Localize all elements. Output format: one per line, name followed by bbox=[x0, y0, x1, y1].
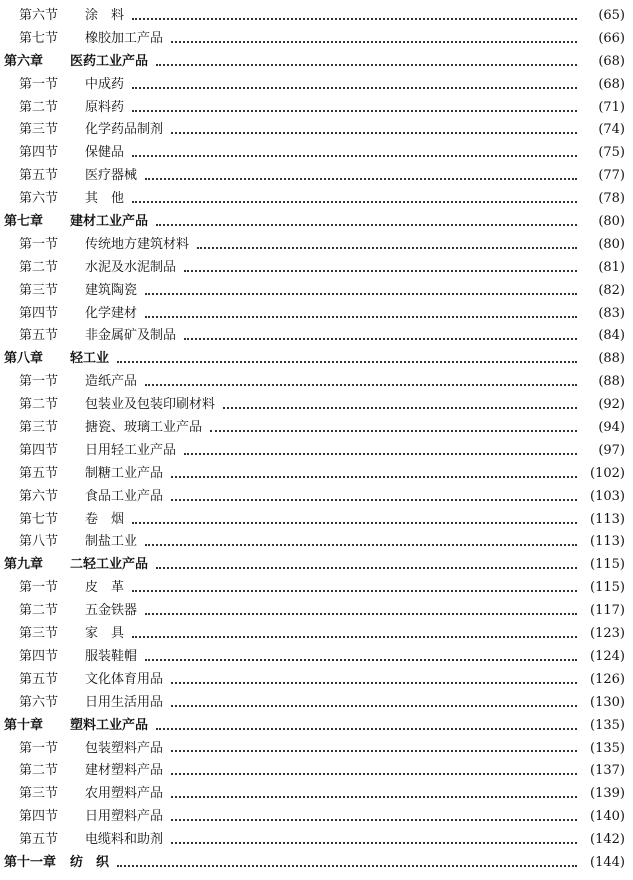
chapter-number: 第七章 bbox=[4, 214, 44, 230]
toc-chapter-row bbox=[0, 852, 633, 875]
section-number: 第二节 bbox=[19, 397, 59, 413]
page-number: (135) bbox=[590, 717, 625, 733]
toc-chapter-row bbox=[0, 348, 633, 371]
toc-section-row bbox=[0, 142, 633, 165]
section-number: 第五节 bbox=[19, 328, 59, 344]
chapter-number: 第八章 bbox=[4, 351, 44, 367]
dot-leader bbox=[132, 521, 577, 524]
toc-section-row bbox=[0, 28, 633, 51]
section-title: 橡胶加工产品 bbox=[85, 30, 164, 46]
section-number: 第五节 bbox=[19, 465, 59, 481]
chapter-title: 建材工业产品 bbox=[70, 214, 149, 230]
page-number: (102) bbox=[590, 465, 625, 481]
toc-section-row bbox=[0, 325, 633, 348]
section-number: 第二节 bbox=[19, 603, 59, 619]
toc-section-row bbox=[0, 394, 633, 417]
toc-section-row bbox=[0, 692, 633, 715]
section-title: 电缆料和助剂 bbox=[85, 832, 164, 848]
section-number: 第二节 bbox=[19, 99, 59, 115]
page-number: (142) bbox=[590, 832, 625, 848]
section-title: 原料药 bbox=[85, 99, 125, 115]
page-number: (94) bbox=[598, 420, 625, 436]
dot-leader bbox=[145, 292, 577, 295]
section-title: 制盐工业 bbox=[85, 534, 138, 550]
toc-section-row bbox=[0, 760, 633, 783]
page-number: (80) bbox=[598, 214, 625, 230]
section-title: 文化体育用品 bbox=[85, 671, 164, 687]
page-number: (97) bbox=[598, 442, 625, 458]
section-title: 其 他 bbox=[85, 191, 125, 207]
section-title: 建材塑料产品 bbox=[85, 763, 164, 779]
section-number: 第三节 bbox=[19, 626, 59, 642]
dot-leader bbox=[171, 475, 577, 478]
toc-section-row bbox=[0, 371, 633, 394]
dot-leader bbox=[117, 360, 577, 363]
toc-section-row bbox=[0, 669, 633, 692]
section-number: 第一节 bbox=[19, 580, 59, 596]
section-number: 第一节 bbox=[19, 374, 59, 390]
dot-leader bbox=[132, 589, 577, 592]
page-number: (75) bbox=[598, 145, 625, 161]
section-title: 医疗器械 bbox=[85, 168, 138, 184]
dot-leader bbox=[223, 406, 577, 409]
toc-chapter-row bbox=[0, 554, 633, 577]
chapter-title: 塑料工业产品 bbox=[70, 717, 149, 733]
page-number: (88) bbox=[598, 351, 625, 367]
toc-section-row bbox=[0, 74, 633, 97]
toc-section-row bbox=[0, 463, 633, 486]
section-number: 第二节 bbox=[19, 259, 59, 275]
section-number: 第四节 bbox=[19, 442, 59, 458]
page-number: (130) bbox=[590, 694, 625, 710]
section-number: 第八节 bbox=[19, 534, 59, 550]
chapter-number: 第六章 bbox=[4, 53, 44, 69]
section-title: 日用塑料产品 bbox=[85, 809, 164, 825]
page-number: (113) bbox=[590, 511, 625, 527]
page-number: (137) bbox=[590, 763, 625, 779]
dot-leader bbox=[145, 612, 577, 615]
page-number: (80) bbox=[598, 236, 625, 252]
page-number: (88) bbox=[598, 374, 625, 390]
section-title: 服装鞋帽 bbox=[85, 648, 138, 664]
section-number: 第四节 bbox=[19, 809, 59, 825]
toc-section-row bbox=[0, 257, 633, 280]
section-title: 造纸产品 bbox=[85, 374, 138, 390]
section-title: 保健品 bbox=[85, 145, 125, 161]
toc-section-row bbox=[0, 646, 633, 669]
section-title: 搪瓷、玻璃工业产品 bbox=[85, 420, 203, 436]
section-title: 中成药 bbox=[85, 76, 125, 92]
section-number: 第一节 bbox=[19, 76, 59, 92]
dot-leader bbox=[197, 246, 577, 249]
toc-section-row bbox=[0, 119, 633, 142]
dot-leader bbox=[171, 40, 577, 43]
section-number: 第五节 bbox=[19, 168, 59, 184]
section-title: 皮 革 bbox=[85, 580, 125, 596]
section-number: 第六节 bbox=[19, 8, 59, 23]
section-title: 建筑陶瓷 bbox=[85, 282, 138, 298]
chapter-number: 第十一章 bbox=[4, 854, 57, 870]
section-title: 水泥及水泥制品 bbox=[85, 259, 177, 275]
dot-leader bbox=[171, 841, 577, 844]
toc-section-row bbox=[0, 806, 633, 829]
dot-leader bbox=[145, 177, 577, 180]
dot-leader bbox=[132, 86, 577, 89]
dot-leader bbox=[210, 429, 577, 432]
page-number: (66) bbox=[598, 30, 625, 46]
page-number: (77) bbox=[598, 168, 625, 184]
chapter-title: 二轻工业产品 bbox=[70, 557, 149, 573]
toc-section-row bbox=[0, 600, 633, 623]
toc-chapter-row bbox=[0, 715, 633, 738]
section-number: 第七节 bbox=[19, 30, 59, 46]
dot-leader bbox=[171, 795, 577, 798]
dot-leader bbox=[156, 727, 577, 730]
dot-leader bbox=[117, 864, 577, 867]
dot-leader bbox=[156, 566, 577, 569]
page-number: (126) bbox=[590, 671, 625, 687]
dot-leader bbox=[171, 131, 577, 134]
dot-leader bbox=[184, 452, 577, 455]
dot-leader bbox=[132, 154, 577, 157]
dot-leader bbox=[145, 383, 577, 386]
chapter-number: 第十章 bbox=[4, 717, 44, 733]
section-number: 第三节 bbox=[19, 420, 59, 436]
section-title: 化学药品制剂 bbox=[85, 122, 164, 138]
section-number: 第六节 bbox=[19, 694, 59, 710]
dot-leader bbox=[132, 200, 577, 203]
dot-leader bbox=[156, 63, 577, 66]
section-number: 第一节 bbox=[19, 740, 59, 756]
section-title: 包装塑料产品 bbox=[85, 740, 164, 756]
toc-section-row bbox=[0, 440, 633, 463]
toc-section-row bbox=[0, 97, 633, 120]
page-number: (92) bbox=[598, 397, 625, 413]
page-number: (84) bbox=[598, 328, 625, 344]
toc-section-row bbox=[0, 623, 633, 646]
toc-section-row bbox=[0, 280, 633, 303]
toc-section-row bbox=[0, 188, 633, 211]
dot-leader bbox=[171, 749, 577, 752]
toc-section-row bbox=[0, 486, 633, 509]
dot-leader bbox=[171, 772, 577, 775]
toc-section-row bbox=[0, 829, 633, 852]
dot-leader bbox=[156, 223, 577, 226]
section-number: 第六节 bbox=[19, 191, 59, 207]
page-number: (123) bbox=[590, 626, 625, 642]
dot-leader bbox=[145, 315, 577, 318]
page-number: (82) bbox=[598, 282, 625, 298]
page-number: (68) bbox=[598, 76, 625, 92]
dot-leader bbox=[184, 269, 577, 272]
section-number: 第六节 bbox=[19, 488, 59, 504]
page-number: (115) bbox=[590, 557, 625, 573]
dot-leader bbox=[184, 337, 577, 340]
table-of-contents bbox=[0, 5, 633, 875]
toc-section-row bbox=[0, 303, 633, 326]
page-number: (124) bbox=[590, 648, 625, 664]
page-number: (103) bbox=[590, 488, 625, 504]
section-number: 第四节 bbox=[19, 648, 59, 664]
section-title: 农用塑料产品 bbox=[85, 786, 164, 802]
section-title: 包装业及包装印刷材料 bbox=[85, 397, 216, 413]
toc-section-row bbox=[0, 531, 633, 554]
dot-leader bbox=[145, 543, 577, 546]
toc-section-row bbox=[0, 509, 633, 532]
dot-leader bbox=[171, 498, 577, 501]
section-title: 卷 烟 bbox=[85, 511, 125, 527]
chapter-title: 医药工业产品 bbox=[70, 53, 149, 69]
dot-leader bbox=[132, 17, 577, 20]
section-number: 第四节 bbox=[19, 145, 59, 161]
dot-leader bbox=[132, 109, 577, 112]
section-title: 非金属矿及制品 bbox=[85, 328, 177, 344]
toc-section-row bbox=[0, 417, 633, 440]
section-number: 第二节 bbox=[19, 763, 59, 779]
toc-section-row bbox=[0, 783, 633, 806]
section-title: 食品工业产品 bbox=[85, 488, 164, 504]
page-number: (144) bbox=[590, 854, 625, 870]
dot-leader bbox=[145, 658, 577, 661]
toc-section-row bbox=[0, 738, 633, 761]
dot-leader bbox=[171, 681, 577, 684]
section-number: 第五节 bbox=[19, 671, 59, 687]
chapter-title: 纺 织 bbox=[70, 854, 110, 870]
dot-leader bbox=[132, 635, 577, 638]
section-number: 第五节 bbox=[19, 832, 59, 848]
toc-chapter-row bbox=[0, 51, 633, 74]
chapter-title: 轻工业 bbox=[70, 351, 110, 367]
toc-section-row bbox=[0, 577, 633, 600]
page-number: (81) bbox=[598, 259, 625, 275]
section-title: 涂 料 bbox=[85, 8, 125, 23]
dot-leader bbox=[171, 818, 577, 821]
page-number: (74) bbox=[598, 122, 625, 138]
section-number: 第三节 bbox=[19, 282, 59, 298]
section-number: 第四节 bbox=[19, 305, 59, 321]
page-number: (71) bbox=[598, 99, 625, 115]
section-number: 第七节 bbox=[19, 511, 59, 527]
page-number: (83) bbox=[598, 305, 625, 321]
section-title: 五金铁器 bbox=[85, 603, 138, 619]
page-number: (135) bbox=[590, 740, 625, 756]
section-number: 第三节 bbox=[19, 786, 59, 802]
page-number: (113) bbox=[590, 534, 625, 550]
section-number: 第三节 bbox=[19, 122, 59, 138]
section-title: 化学建材 bbox=[85, 305, 138, 321]
toc-chapter-row bbox=[0, 211, 633, 234]
page-number: (139) bbox=[590, 786, 625, 802]
toc-section-row bbox=[0, 234, 633, 257]
page-number: (65) bbox=[598, 8, 625, 23]
page-number: (68) bbox=[598, 53, 625, 69]
chapter-number: 第九章 bbox=[4, 557, 44, 573]
page-number: (117) bbox=[590, 603, 625, 619]
section-title: 日用生活用品 bbox=[85, 694, 164, 710]
page-number: (115) bbox=[590, 580, 625, 596]
page-number: (78) bbox=[598, 191, 625, 207]
section-title: 日用轻工业产品 bbox=[85, 442, 177, 458]
page-number: (140) bbox=[590, 809, 625, 825]
dot-leader bbox=[171, 704, 577, 707]
section-title: 家 具 bbox=[85, 626, 125, 642]
section-number: 第一节 bbox=[19, 236, 59, 252]
section-title: 传统地方建筑材料 bbox=[85, 236, 190, 252]
section-title: 制糖工业产品 bbox=[85, 465, 164, 481]
toc-section-row bbox=[0, 165, 633, 188]
toc-section-row bbox=[0, 5, 633, 28]
